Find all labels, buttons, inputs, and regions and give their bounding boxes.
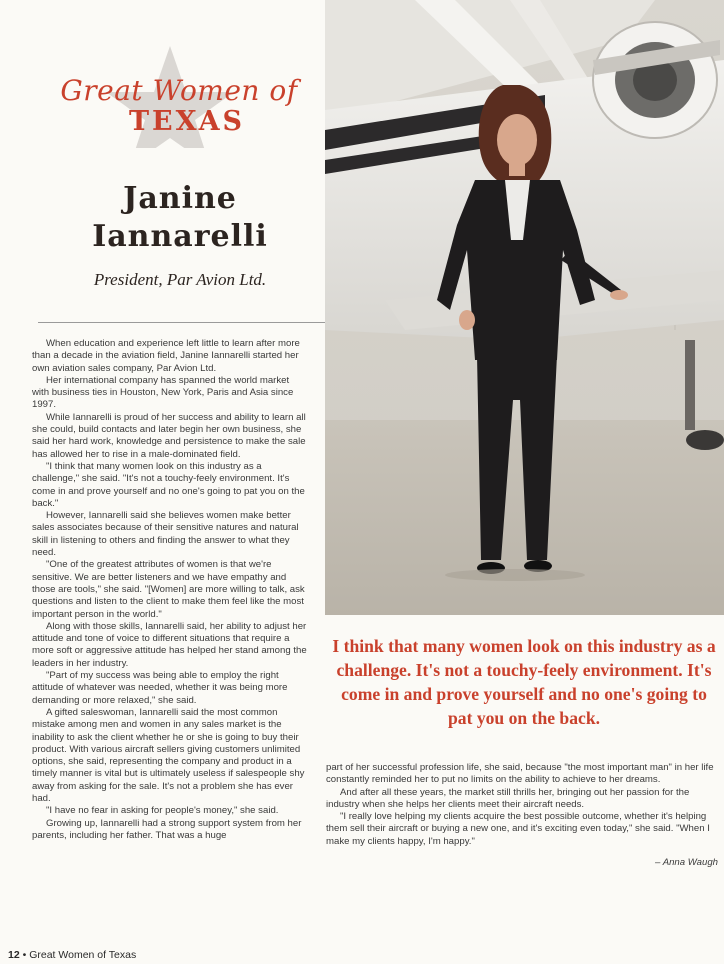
pull-quote: I think that many women look on this industry as a challenge. It's not a touchy-feely environment. It's come in and prove yourself and no one's going to pat you on the back.	[332, 636, 716, 728]
paragraph: Along with those skills, Iannarelli said, her ability to adjust her attitude and tone of voice to different situations that require a more soft or aggressive attitude has helped her stand among the leaders in her industry.	[32, 620, 307, 669]
paragraph: "I really love helping my clients acquire the best possible outcome, whether it's helping them sell their aircraft or buying a new one, and it's exciting even today," she said. "When I make my clients happy, I'm happy."	[326, 811, 710, 847]
logo-texas-text: TEXAS	[128, 106, 246, 137]
paragraph: "Part of my success was being able to employ the right attitude of whatever was needed, whether it was being more demanding or more relaxed," she said.	[32, 670, 288, 706]
profile-last-name: Iannarelli	[92, 219, 268, 254]
publication-name: Great Women of Texas	[29, 949, 137, 961]
paragraph: And after all these years, the market still thrills her, bringing out her passion for the industry when she helps her clients meet their aircraft needs.	[326, 786, 690, 810]
paragraph: A gifted saleswoman, Iannarelli said the most common mistake among men and women in any sales market is the inability to ask the client whether he or she is going to buy their product. With various aircraft sellers giving customers unlimited options, she said, representing the company and product in a timely manner is vital but is ultimately useless if salespeople shy away from asking for the sale. It's not a problem she has ever had.	[32, 706, 305, 804]
profile-name	[60, 180, 300, 256]
profile-title: President, Par Avion Ltd.	[93, 270, 267, 289]
great-women-of-texas-logo	[40, 38, 300, 148]
paragraph: While Iannarelli is proud of her success and ability to learn all she could, build contacts and later begin her own business, she said her hard work, knowledge and persistence to make the sale has allowed her to rise in a male-dominated field.	[32, 411, 306, 460]
paragraph: part of her successful profession life, she said, because "the most important man" in her life constantly reminded her to put no limits on the ability to achieve to her dreams.	[326, 762, 714, 786]
page-footer	[8, 949, 136, 961]
paragraph: Her international company has spanned the world market with business ties in Houston, New York, Paris and Asia since 1997.	[32, 374, 294, 411]
paragraph: Growing up, Iannarelli had a strong support system from her parents, including her father. That was a huge	[32, 817, 302, 841]
paragraph: "One of the greatest attributes of women is that we're sensitive. We are better listeners and we have empathy and those are tools," she said. "[Women] are more willing to talk, ask questions and listen to the client to make them feel like the most important person in the world."	[32, 559, 305, 620]
divider	[38, 322, 325, 323]
logo-script-text: Great Women of	[60, 74, 298, 107]
paragraph: "I think that many women look on this industry as a challenge," she said. "It's not a touchy-feely environment. It's come in and prove yourself and no one's going to pat you on the back."	[32, 460, 305, 509]
paragraph: "I have no fear in asking for people's money," she said.	[46, 805, 279, 817]
footer-separator: •	[22, 949, 27, 961]
article-right-column	[326, 762, 718, 848]
portrait-photo	[325, 0, 724, 615]
page-number: 12	[8, 949, 20, 961]
article-left-column	[32, 338, 308, 842]
paragraph: However, Iannarelli said she believes women make better sales associates because of their sensitive natures and natural skill in listening to others and finding the answer to what they need.	[32, 510, 299, 559]
profile-first-name: Janine	[123, 181, 237, 216]
woman-with-jet-illustration	[325, 0, 724, 615]
byline: – Anna Waugh	[655, 857, 718, 868]
paragraph: When education and experience left little to learn after more than a decade in the aviation field, Janine Iannarelli started her own aviation sales company, Par Avion Ltd.	[32, 338, 300, 374]
